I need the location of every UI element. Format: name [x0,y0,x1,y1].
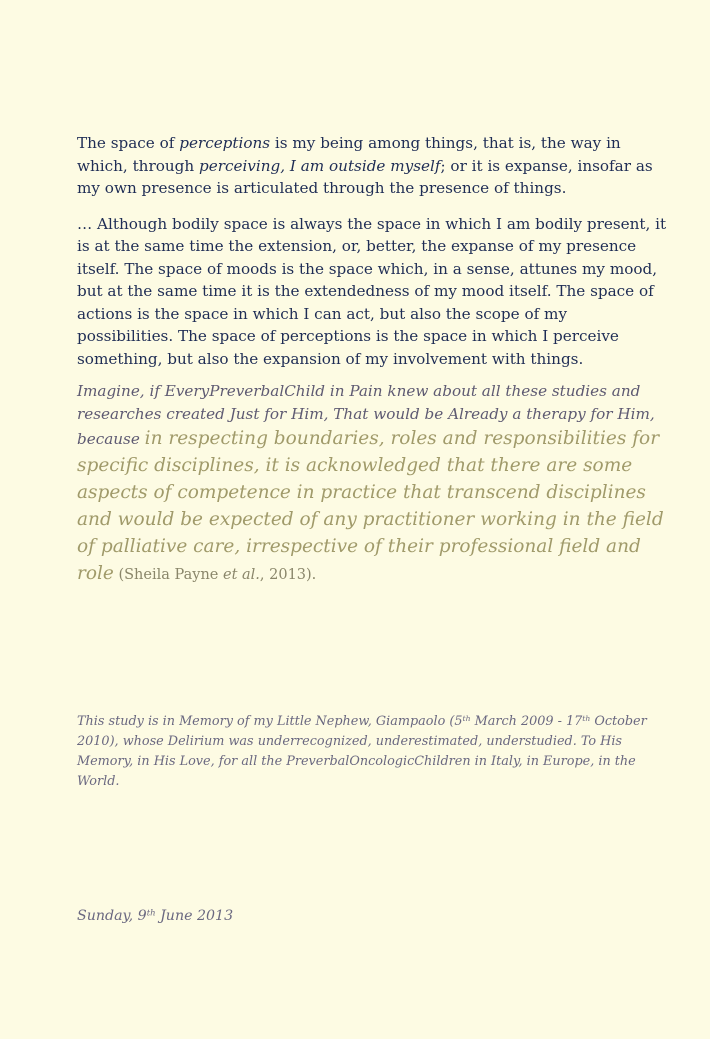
emphasis: perceptions [179,134,271,152]
superscript: th [146,908,156,919]
text: June 2013 [155,908,234,924]
main-text-block [77,132,667,587]
text: This study is in Memory of my Little Nephew, Giampaolo (5 [77,714,463,729]
superscript: th [462,713,471,723]
paragraph-bodily-space: … Although bodily space is always the space in which I am bodily present, it is at the same time the extension, or, better, the expanse of my presence itself. The space of moods is the space which, in a sense, attunes my mood, but at the same time it is the extendedness of my mood itself. The space of actions is the space in which I can act, but also the scope of my possibilities. The space of perceptions is the space in which I perceive something, but also the expansion of my involvement with things. [77,214,667,368]
quote-body: in respecting boundaries, roles and responsibilities for specific disciplines, it is acknowledged that there are some aspects of competence in practice that transcend disciplines and would be expected of any practitioner working in the field of palliative care, irrespective of their professional field and role [77,428,664,584]
text: The space of [77,134,180,152]
text: March 2009 - 17 [470,714,583,729]
superscript: th [582,713,591,723]
date-line [77,908,233,924]
quote-paragraph [77,380,667,587]
text: ; or it is expanse, insofar as my own presence is articulated through the presence of things. [77,156,653,197]
emphasis: perceiving, I am outside myself [198,156,441,175]
quote-intro: Imagine, if EveryPreverbalChild in Pain knew about all these studies and researches created Just for Him, That would be Already a therapy for Him, because [77,382,655,448]
text: October 2010), whose Delirium was underrecognized, underestimated, understudied. To His Memory, in His Love, for all the PreverbalOncologicChildren in Italy, in Europe, in the World. [77,714,647,789]
dedication-paragraph [77,712,677,792]
ref-etal: et al. [222,567,260,583]
text: Sunday, 9 [77,908,147,924]
ref-open: (Sheila Payne [113,567,223,583]
ref-close: , 2013). [259,567,317,583]
paragraph-perceptions [77,132,667,200]
quote-reference [114,567,316,583]
text: is my being among things, that is, the way in which, through [77,134,621,175]
